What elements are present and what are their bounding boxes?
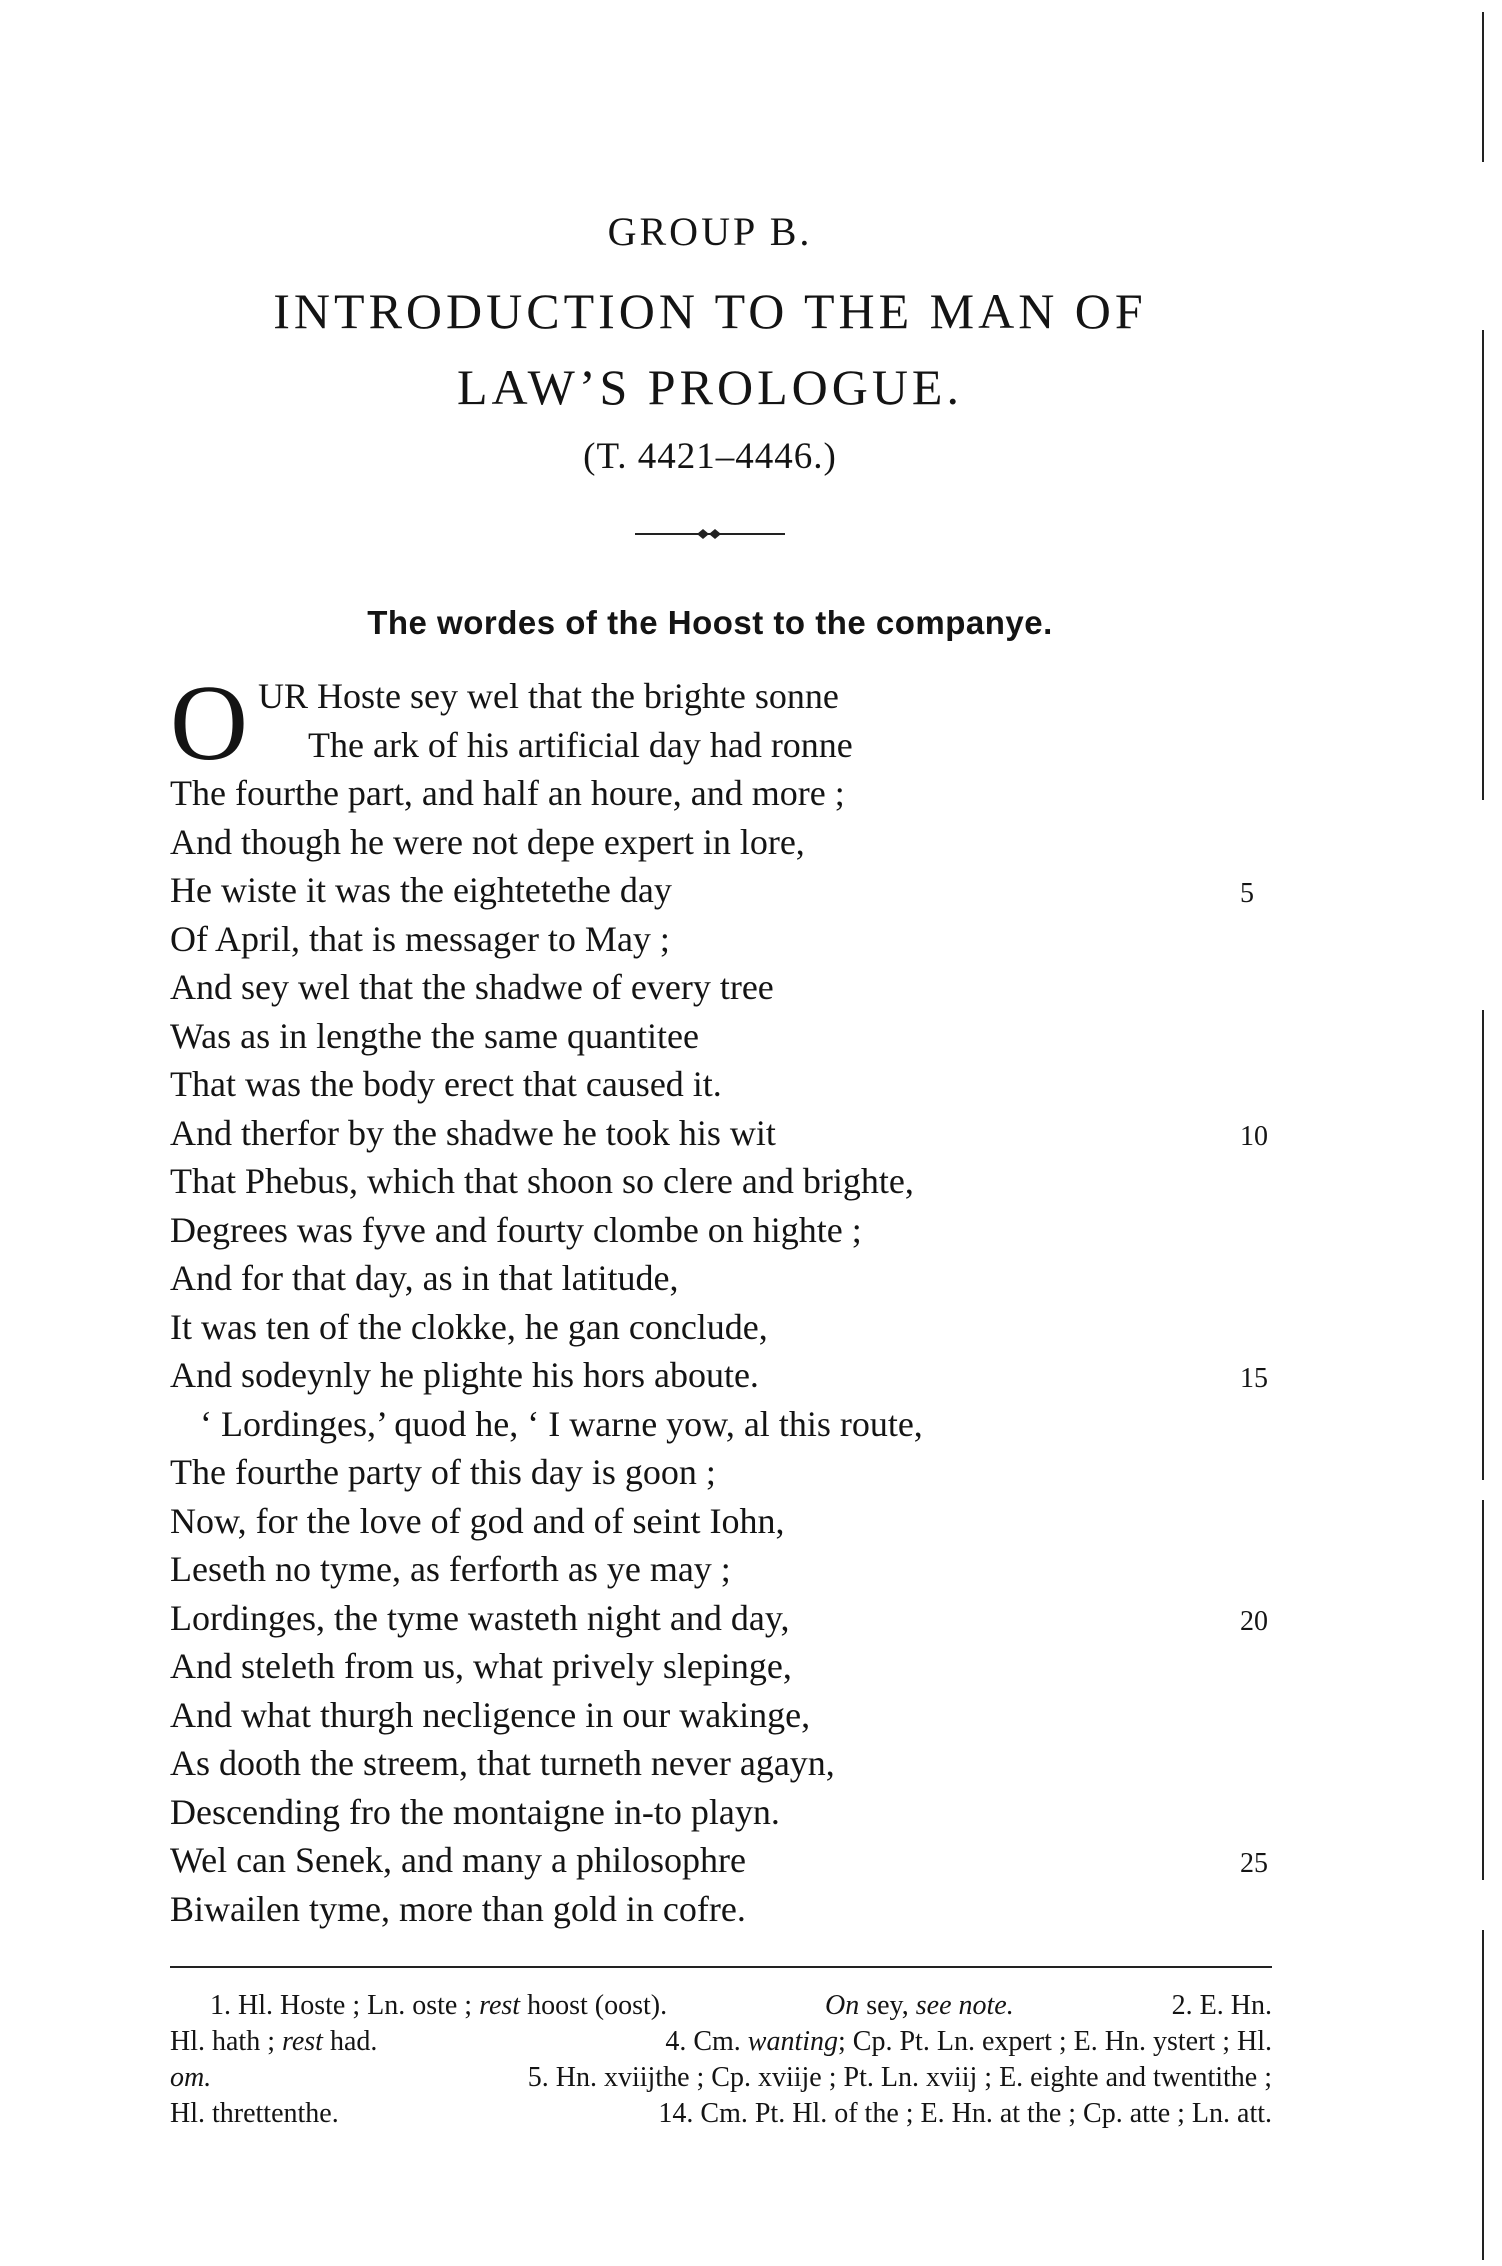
poem-line-text: And what thurgh necligence in our wakinge,	[170, 1694, 811, 1735]
poem-line-text: Was as in lengthe the same quantitee	[170, 1015, 699, 1056]
poem-line-text: ‘ Lordinges,’ quod he, ‘ I warne yow, al this route,	[200, 1403, 923, 1444]
poem-line-text: That Phebus, which that shoon so clere and brighte,	[170, 1161, 914, 1201]
line-number: 5	[1240, 878, 1254, 909]
poem-line-text: Biwailen tyme, more than gold in cofre.	[170, 1888, 746, 1929]
section-subtitle: The wordes of the Hoost to the companye.	[367, 604, 1053, 641]
poem-line-text: UR Hoste sey wel that the brighte sonne	[258, 676, 839, 716]
line-reference: (T. 4421–4446.)	[583, 436, 837, 477]
footnote-line: om. 5. Hn. xviijthe ; Cp. xviije ; Pt. Ln. xviij ; E. eighte and twentithe ;	[170, 2062, 1272, 2093]
poem-line	[170, 1497, 1300, 1546]
poem-line-text: That was the body erect that caused it.	[170, 1064, 722, 1104]
poem-line	[170, 1885, 1300, 1934]
poem-line-text: It was ten of the clokke, he gan conclude,	[170, 1306, 768, 1347]
footnote-line: Hl. hath ; rest had. 4. Cm. wanting; Cp. Pt. Ln. expert ; E. Hn. ystert ; Hl.	[170, 2026, 1272, 2057]
poem-line	[170, 1642, 1300, 1691]
poem-line	[170, 1012, 1300, 1061]
poem-line	[170, 1836, 1300, 1885]
footnote-line: 1. Hl. Hoste ; Ln. oste ; rest hoost (oost). On sey, see note. 2. E. Hn.	[210, 1990, 1272, 2021]
poem-line	[170, 1109, 1300, 1158]
poem-line	[170, 1206, 1300, 1255]
poem-line-text: The fourthe part, and half an houre, and more ;	[170, 773, 845, 813]
footnotes	[170, 1988, 1272, 2132]
poem-line-text: Descending fro the montaigne in-to playn.	[170, 1791, 780, 1832]
poem-line	[170, 1691, 1300, 1740]
poem-line-text: Of April, that is messager to May ;	[170, 918, 670, 959]
page-edge-line	[1482, 1010, 1484, 1480]
poem-text	[170, 664, 1300, 1933]
poem-line	[170, 1157, 1300, 1206]
poem-line-text: And steleth from us, what prively slepinge,	[170, 1646, 792, 1686]
poem-line	[170, 1788, 1300, 1837]
line-number: 15	[1240, 1363, 1268, 1394]
poem-line-text: The fourthe party of this day is goon ;	[170, 1452, 716, 1492]
poem-line-text: Now, for the love of god and of seint Iohn,	[170, 1500, 785, 1541]
poem-line-text: Wel can Senek, and many a philosophre	[170, 1840, 746, 1880]
footnote-line: Hl. threttenthe. 14. Cm. Pt. Hl. of the ; E. Hn. at the ; Cp. atte ; Ln. att.	[170, 2098, 1272, 2129]
page-edge-line	[1482, 330, 1484, 800]
page-edge-line	[1482, 1930, 1484, 2260]
poem-line-text: The ark of his artificial day had ronne	[308, 724, 853, 765]
poem-line-text: Degrees was fyve and fourty clombe on highte ;	[170, 1209, 862, 1250]
poem-line	[170, 1545, 1300, 1594]
poem-line-text: He wiste it was the eightetethe day	[170, 870, 672, 910]
poem-line	[170, 866, 1300, 915]
poem-line	[170, 963, 1300, 1012]
poem-line-text: Lordinges, the tyme wasteth night and day,	[170, 1597, 790, 1638]
line-number: 20	[1240, 1605, 1268, 1637]
ornament-divider	[635, 526, 785, 542]
poem-line-text: Leseth no tyme, as ferforth as ye may ;	[170, 1549, 731, 1589]
page-edge-line	[1482, 12, 1484, 162]
poem-line-text: And sodeynly he plighte his hors aboute.	[170, 1355, 759, 1395]
line-number: 25	[1240, 1848, 1268, 1879]
poem-line	[170, 1060, 1300, 1109]
page-edge-line	[1482, 1500, 1484, 1880]
poem-line	[170, 1400, 1300, 1449]
poem-line-text: And though he were not depe expert in lore,	[170, 821, 805, 862]
drop-cap: O	[170, 664, 248, 783]
poem-line	[170, 721, 1300, 770]
poem-line-text: And therfor by the shadwe he took his wit	[170, 1112, 776, 1153]
line-number: 10	[1240, 1120, 1268, 1152]
poem-line	[170, 1351, 1300, 1400]
poem-line-text: And sey wel that the shadwe of every tree	[170, 967, 774, 1007]
poem-line	[170, 1448, 1300, 1497]
poem-line	[170, 1739, 1300, 1788]
title-line-2: LAW’S PROLOGUE.	[457, 359, 963, 415]
poem-line	[170, 1303, 1300, 1352]
poem-line	[170, 818, 1300, 867]
poem-line-text: And for that day, as in that latitude,	[170, 1258, 679, 1298]
group-heading: GROUP B.	[607, 209, 813, 254]
poem-line	[170, 1254, 1300, 1303]
poem-line	[170, 1594, 1300, 1643]
poem-line	[170, 915, 1300, 964]
poem-line-text: As dooth the streem, that turneth never agayn,	[170, 1743, 835, 1783]
title-line-1: INTRODUCTION TO THE MAN OF	[273, 283, 1147, 339]
poem-line	[170, 769, 1300, 818]
poem-line	[170, 672, 1300, 721]
footnote-rule	[170, 1966, 1272, 1968]
